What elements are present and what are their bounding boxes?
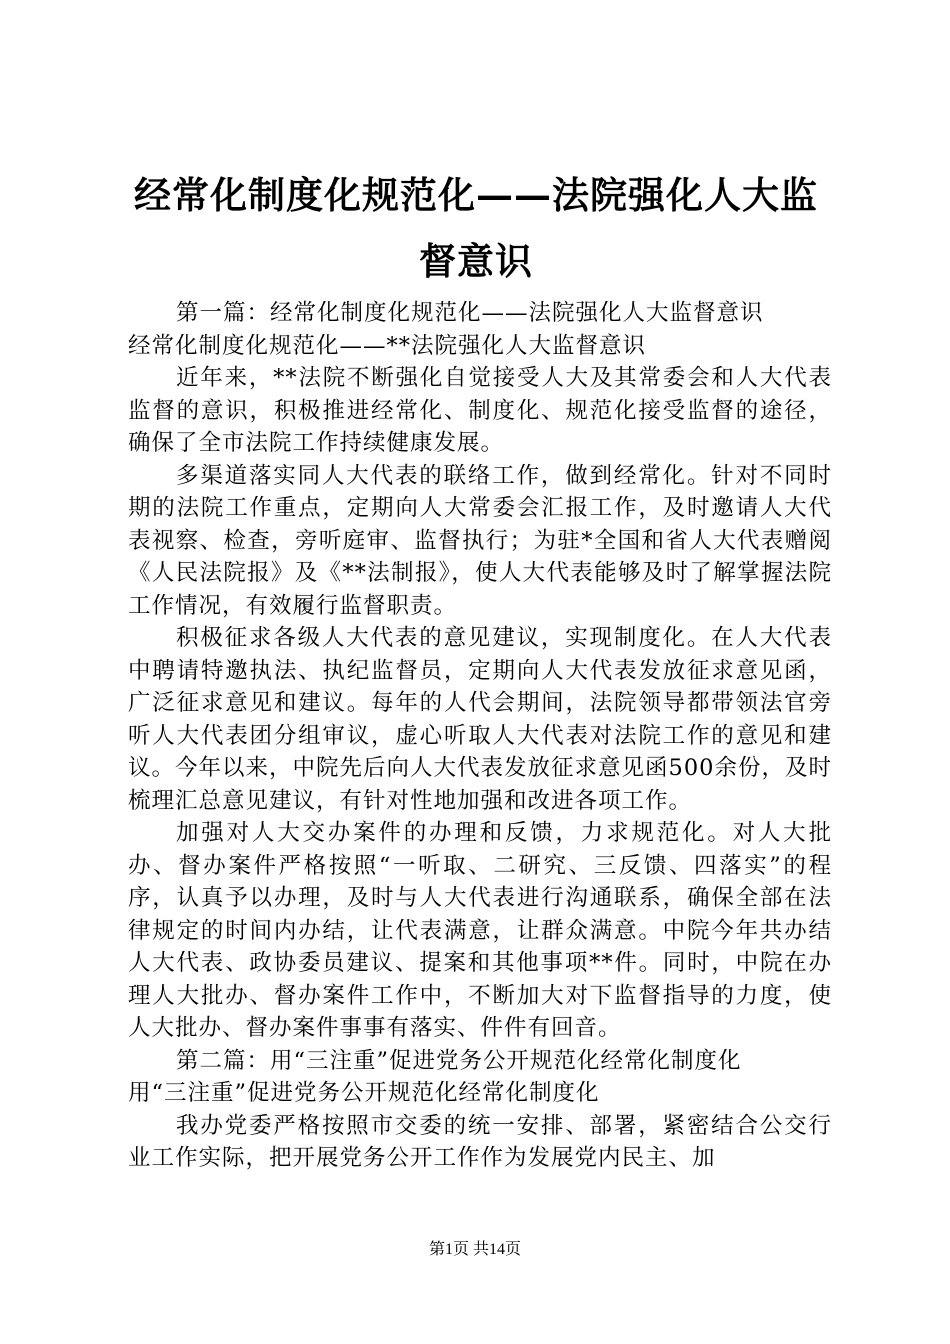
paragraph: 积极征求各级人大代表的意见建议，实现制度化。在人大代表中聘请特邀执法、执纪监督员，定期向人大代表发放征求意见函，广泛征求意见和建议。每年的人代会期间，法院领导都带领法官旁听人大代表团分组审议，虚心听取人大代表对法院工作的意见和建议。今年以来，中院先后向人大代表发放征求意见函500余份，及时梳理汇总意见建议，有针对性地加强和改进各项工作。 — [128, 625, 832, 814]
paragraph: 用“三注重”促进党务公开规范化经常化制度化 — [128, 1080, 600, 1106]
paragraph: 经常化制度化规范化——**法院强化人大监督意识 — [128, 332, 647, 359]
paragraph: 加强对人大交办案件的办理和反馈，力求规范化。对人大批办、督办案件严格按照“一听取、二研究、三反馈、四落实”的程序，认真予以办理，及时与人大代表进行沟通联系，确保全部在法律规定的时间内办结，让代表满意，让群众满意。中院今年共办结人大代表、政协委员建议、提案和其他事项**件。同时，中院在办理人大批办、督办案件工作中，不断加大对下监督指导的力度，使人大批办、督办案件事事有落实、件件有回音。 — [128, 820, 832, 1041]
document-body — [128, 297, 832, 1175]
paragraph: 多渠道落实同人大代表的联络工作，做到经常化。针对不同时期的法院工作重点，定期向人大常委会汇报工作，及时邀请人大代表视察、检查，旁听庭审、监督执行；为驻*全国和省人大代表赠阅《人民法院报》及《**法制报》，使人大代表能够及时了解掌握法院工作情况，有效履行监督职责。 — [128, 462, 832, 619]
paragraph: 第二篇：用“三注重”促进党务公开规范化经常化制度化 — [176, 1047, 742, 1074]
page-footer: 第1页 共14页 — [428, 1241, 521, 1258]
document-title: 经常化制度化规范化——法院强化人大监督意识 — [134, 173, 818, 283]
paragraph: 近年来，**法院不断强化自觉接受人大及其常委会和人大代表监督的意识，积极推进经常化、制度化、规范化接受监督的途径，确保了全市法院工作持续健康发展。 — [128, 365, 832, 456]
paragraph: 第一篇：经常化制度化规范化——法院强化人大监督意识 — [176, 300, 764, 326]
paragraph: 我办党委严格按照市交委的统一安排、部署，紧密结合公交行业工作实际，把开展党务公开工作作为发展党内民主、加 — [128, 1112, 832, 1171]
